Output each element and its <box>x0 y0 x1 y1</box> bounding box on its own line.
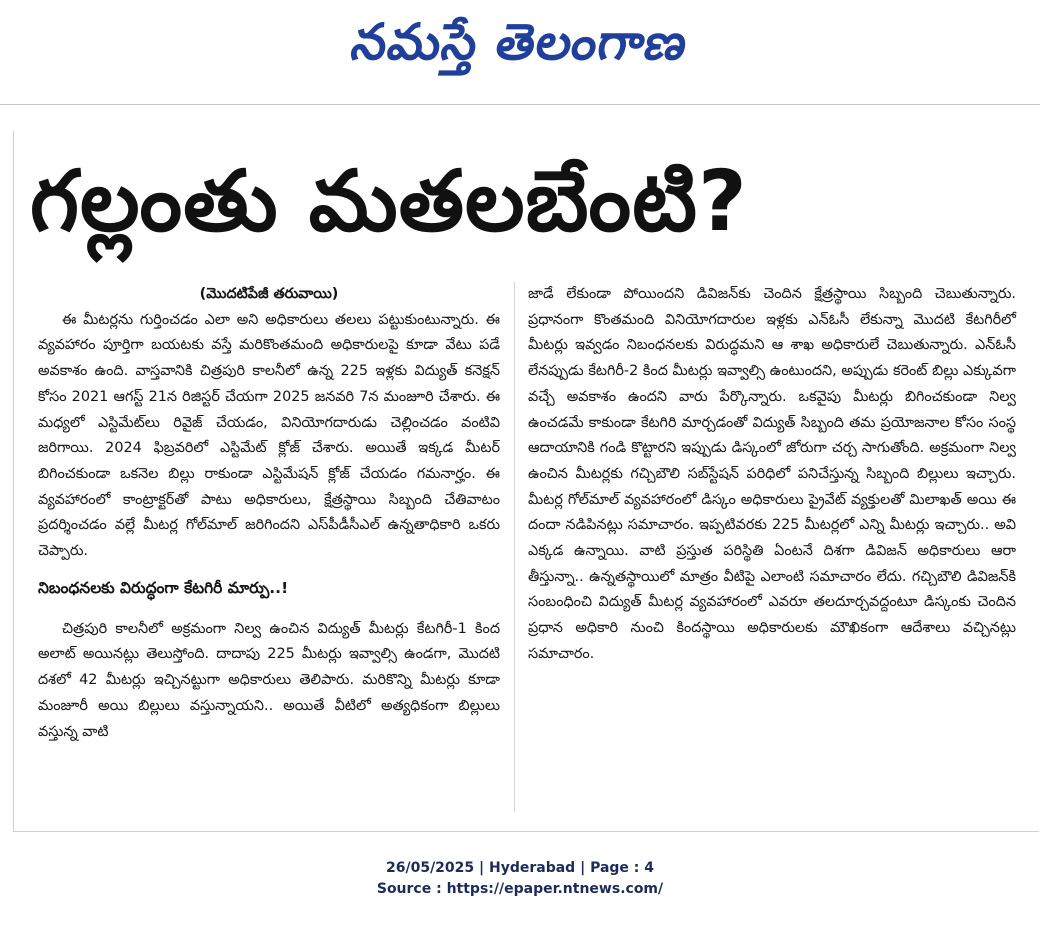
article-paragraph-2: చిత్రపురి కాలనీలో అక్రమంగా నిల్వ ఉంచిన విద్యుత్ మీటర్లు కేటగిరీ-1 కింద అలాట్ అయినట్లు తెలుస్తోంది. దాదాపు 225 మీటర్లు ఇవ్వాల్సి ఉండగా, మొదటి దశలో 42 మీటర్లు ఇచ్చినట్టుగా అధికారులు తెలిపారు. మరికొన్ని మీటర్లు కూడా మంజూరీ అయి బిల్లులు వస్తున్నాయని.. అయితే వీటిలో అత్యధికంగా బిల్లులు వస్తున్న వాటి <box>38 620 500 740</box>
page-footer <box>0 858 1040 900</box>
masthead <box>0 0 1040 104</box>
article-column-right <box>528 282 1016 668</box>
article-subheading: నిబంధనలకు విరుద్ధంగా కేటగిరీ మార్పు..! <box>38 578 289 597</box>
article-column-left <box>38 282 500 745</box>
article-headline: గల్లంతు మతలబేంటి? <box>30 152 748 250</box>
newspaper-logo: నమస్తే తెలంగాణ <box>347 13 693 71</box>
column-divider <box>514 282 515 812</box>
article-paragraph-1: ఈ మీటర్లను గుర్తించడం ఎలా అని అధికారులు తలలు పట్టుకుంటున్నారు. ఈ వ్యవహారం పూర్తిగా బయటకు వస్తే మరికొంతమంది అధికారులపై కూడా వేటు పడే అవకాశం ఉంది. వాస్తవానికి చిత్రపురి కాలనీలో ఉన్న 225 ఇళ్లకు విద్యుత్ కనెక్షన్ కోసం 2021 ఆగస్ట్ 21న రిజిస్టర్ చేయగా 2025 జనవరి 7న మంజూరి చేశారు. ఈ మధ్యలో ఎస్టిమేట్‌లు రివైజ్ చేయడం, వినియోగదారుడు చెల్లించడం వంటివి జరిగాయి. 2024 ఫిబ్రవరిలో ఎస్టిమేట్ క్లోజ్ చేశారు. అయితే ఇక్కడ మీటర్ బిగించకుండా ఒకనెల బిల్లు రాకుండా ఎస్టిమేషన్ క్లోజ్ చేయడం గమనార్హం. ఈ వ్యవహారంలో కాంట్రాక్టర్‌తో పాటు అధికారులు, క్షేత్రస్థాయి సిబ్బంది చేతివాటం ప్రదర్శించడం వల్లే మీటర్ల గోల్‌మాల్ జరిగిందని ఎస్‌పీడీసీఎల్ ఉన్నతాధికారి ఒకరు చెప్పారు. <box>38 311 500 560</box>
masthead-divider <box>0 104 1040 105</box>
footer-source-link[interactable]: Source : https://epaper.ntnews.com/ <box>376 881 664 897</box>
article-paragraph-3: జాడే లేకుండా పోయిందని డివిజన్‌కు చెందిన క్షేత్రస్థాయి సిబ్బంది చెబుతున్నారు. ప్రధానంగా కొంతమంది వినియోగదారుల ఇళ్లకు ఎన్‌ఓసీ లేకున్నా మొదటి కేటగిరీలో మీటర్లు ఇవ్వడం నిబంధనలకు విరుద్ధమని ఆ శాఖ అధికారులే చెబుతున్నారు. ఎన్‌ఓసీ లేనప్పుడు కేటగిరీ-2 కింద మీటర్లు ఇవ్వాల్సి ఉంటుందని, అప్పుడు కరెంట్ బిల్లు ఎక్కువగా వచ్చే అవకాశం ఉందని వారు పేర్కొన్నారు. ఒకవైపు మీటర్లు బిగించకుండా నిల్వ ఉంచడమే కాకుండా కేటగిరి మార్చడంతో విద్యుత్ సిబ్బంది తమ ప్రయోజనాల కోసం సంస్థ ఆదాయానికి గండి కొట్టారని ఇప్పుడు డిస్కంలో జోరుగా చర్చ సాగుతోంది. అక్రమంగా నిల్వ ఉంచిన మీటర్లకు గచ్చిబౌలి సబ్‌స్టేషన్ పరిధిలో పనిచేస్తున్న సిబ్బంది బిల్లులు ఇచ్చారు. మీటర్ల గోల్‌మాల్ వ్యవహారంలో డిస్కం అధికారులు ప్రైవేట్ వ్యక్తులతో మిలాఖత్ అయి ఈ దందా నడిపినట్లు సమాచారం. ఇప్పటివరకు 225 మీటర్లలో ఎన్ని మీటర్లు ఇచ్చారు.. అవి ఎక్కడ ఉన్నాయి. వాటి ప్రస్తుత పరిస్థితి ఏంటనే దిశగా డివిజన్ అధికారులు ఆరా తీస్తున్నా.. ఉన్నతస్థాయిలో మాత్రం వీటిపై ఎలాంటి సమాచారం లేదు. గచ్చిబౌలి డివిజన్‌కి సంబంధించి విద్యుత్ మీటర్ల వ్యవహారంలో ఎవరూ తలదూర్చవద్దంటూ డిస్కంకు చెందిన ప్రధాన అధికారి నుంచి కిందస్థాయి అధికారులకు మౌఖికంగా ఆదేశాలు వచ్చినట్లు సమాచారం. <box>528 286 1016 662</box>
continued-note: (మొదటిపేజీ తరువాయి) <box>199 286 339 302</box>
footer-dateline: 26/05/2025 | Hyderabad | Page : 4 <box>385 860 655 876</box>
